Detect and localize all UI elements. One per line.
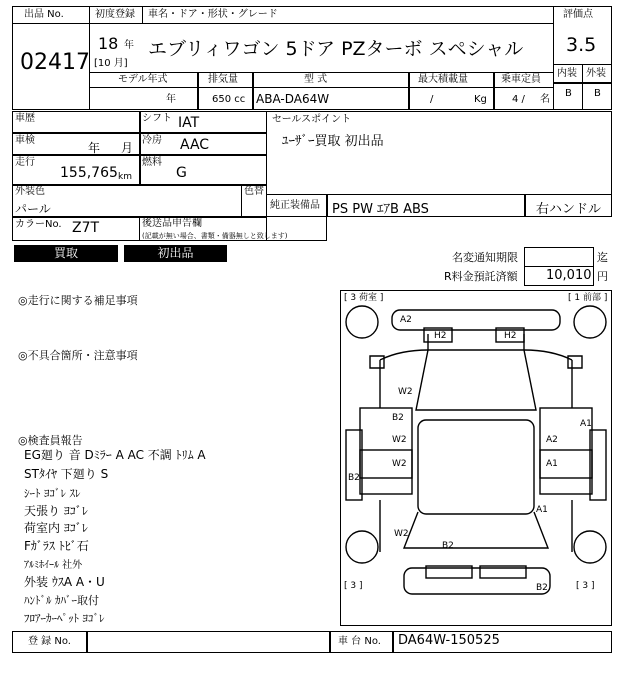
wheel-front-right [574,306,606,338]
fuel-label: 燃料 [142,157,162,168]
type-code: ABA-DA64W [256,92,330,106]
front-bumper [392,310,560,330]
inspector-line: ｼｰﾄ ﾖｺﾞﾚ ｽﾚ [24,487,81,500]
right-door-rear [540,450,592,494]
inspection-year: 年 [88,141,101,155]
steering-value: 右ハンドル [536,202,602,217]
col-divider-3 [408,72,410,110]
corner-label-tr: [ 1 前部 ] [568,293,608,303]
recycle-label: R料金預託済額 [444,270,518,283]
corner-label-bl: [ 3 ] [344,581,363,591]
equipment-value: PS PW ｴｱB ABS [332,202,429,217]
side-mirror-left [370,356,384,368]
mark-b2-rear-bumper: B2 [536,583,548,593]
tag-first-listing: 初出品 [124,245,227,262]
recycle-unit: 円 [597,270,608,283]
first-reg-label: 初度登録 [95,9,135,20]
first-reg-month: [10 月] [94,58,128,69]
wheel-rear-right [574,531,606,563]
inspection-label: 車検 [15,135,35,146]
ac-label: 冷房 [142,135,162,146]
mark-b2-rear-glass: B2 [442,541,454,551]
capacity-value: 4 / [512,94,525,105]
equipment-divider-2 [524,194,526,217]
first-reg-year-unit: 年 [124,40,134,51]
col-divider-2 [252,72,254,110]
chassis-divider [392,631,394,653]
color-no-value: Z7T [72,220,100,236]
mark-b2-left-door: B2 [392,413,404,423]
sales-point-text: ﾕｰｻﾞｰ買取 初出品 [282,134,384,149]
notice-unit: 迄 [597,251,608,264]
inspector-line: 天張り ﾖｺﾞﾚ [24,504,88,518]
defects-label: ◎不具合箇所・注意事項 [18,349,138,362]
lot-number: 02417 [20,50,90,75]
max-load-label: 最大積載量 [418,74,468,85]
car-name-label: 車名・ドア・形状・グレード [148,9,278,20]
repaint-label: 色替 [244,186,264,197]
mark-h2-left: H2 [434,331,447,341]
mark-w2-left-glass: W2 [392,435,407,445]
inspector-label: ◎検査員報告 [18,434,83,447]
capacity-label: 乗車定員 [501,74,541,85]
mileage-label: 走行 [15,157,35,168]
color-no-label: カラーNo. [15,219,62,230]
inspector-line: 荷室内 ﾖｺﾞﾚ [24,521,88,535]
interior-grade: B [565,88,572,99]
reg-no-divider [86,631,88,653]
displacement-label: 排気量 [208,74,238,85]
inspection-month: 月 [121,141,134,155]
windshield [416,350,536,410]
grade-divider [553,82,612,84]
mileage-value: 155,765 [60,165,118,181]
chassis-label: 車 台 No. [338,636,381,647]
col-divider-4 [493,72,495,110]
ac-value: AAC [180,137,210,153]
mark-w2-windshield: W2 [398,387,413,397]
corner-label-tl: [ 3 荷室 ] [344,293,384,303]
model-year-unit: 年 [166,94,176,105]
exterior-grade: B [594,88,601,99]
fuel-value: G [176,165,187,181]
ext-color-label: 外装色 [15,186,45,197]
inspector-line: STﾀｲﾔ 下廻り S [24,467,109,481]
inspector-line: ﾌﾛｱｰｶｰﾍﾟｯﾄ ﾖｺﾞﾚ [24,612,105,625]
reg-no-label: 登 録 No. [28,636,71,647]
score-value: 3.5 [566,34,597,56]
car-name: エブリィワゴン 5ドア PZターボ スペシャル [148,38,524,60]
interior-label: 内装 [557,68,577,79]
inspector-line: ｱﾙﾐﾎｲｰﾙ 社外 [24,560,83,571]
inspector-line: EG廻り 音 Dﾐﾗｰ A AC 不調 ﾄﾘﾑ A [24,448,206,462]
lot-label: 出品 No. [24,9,64,20]
model-year-label: モデル年式 [118,74,168,85]
mark-h2-right: H2 [504,331,517,341]
displacement-value: 650 cc [212,94,246,105]
shift-label: シフト [142,113,172,124]
roof-panel [418,420,534,514]
left-door-rear [360,450,412,494]
mark-a2-front: A2 [400,315,412,325]
capacity-unit: 名 [540,94,550,105]
ext-color-value: パール [15,202,51,216]
specs-col-line [139,111,141,184]
mark-w2-left-rear: W2 [392,459,407,469]
tag-buyback: 買取 [14,245,118,262]
max-load-unit: Kg [474,94,487,105]
sales-point-label: セールスポイント [272,114,352,125]
notice-label: 名変通知期限 [452,251,518,264]
corner-label-br: [ 3 ] [576,581,595,591]
chassis-no: DA64W-150525 [398,633,500,648]
mark-a2-right-door: A2 [546,435,558,445]
recycle-value: 10,010 [546,268,592,283]
wheel-rear-left [346,531,378,563]
inspector-line: Fｶﾞﾗｽ ﾄﾋﾞ石 [24,539,89,553]
wheel-front-left [346,306,378,338]
aftermarket-note: (記載が無い場合、書類・備器無しと致します) [142,232,288,240]
mark-a1-right-rear: A1 [536,505,548,515]
mark-a1-right-rocker: A1 [580,419,592,429]
notice-box [524,247,594,267]
mileage-unit: km [118,172,132,182]
history-label: 車歴 [15,113,35,124]
max-load-value: / [430,94,434,105]
mark-b2-left-rocker: B2 [348,473,360,483]
body-outline [380,350,572,408]
mark-a1-right-door: A1 [546,459,558,469]
driving-label: ◎走行に関する補足事項 [18,294,138,307]
col-divider-1 [197,72,199,110]
equipment-divider-1 [326,194,328,217]
rear-glass [404,512,548,548]
side-mirror-right [568,356,582,368]
type-label: 型 式 [304,74,328,85]
inspector-line: ﾊﾝﾄﾞﾙ ｶﾊﾞｰ取付 [24,594,99,607]
car-damage-diagram [340,290,612,626]
equipment-label: 純正装備品 [270,200,320,211]
first-reg-year: 18 [98,34,119,53]
shift-value: IAT [178,115,200,131]
exterior-label: 外装 [586,68,606,79]
aftermarket-label: 後送品申告欄 [142,218,202,229]
inspector-line: 外装 ｳｽA A・U [24,575,105,589]
mark-w2-rear-left: W2 [394,529,409,539]
specs-row-line-3 [12,184,267,186]
score-label: 評価点 [563,9,593,20]
